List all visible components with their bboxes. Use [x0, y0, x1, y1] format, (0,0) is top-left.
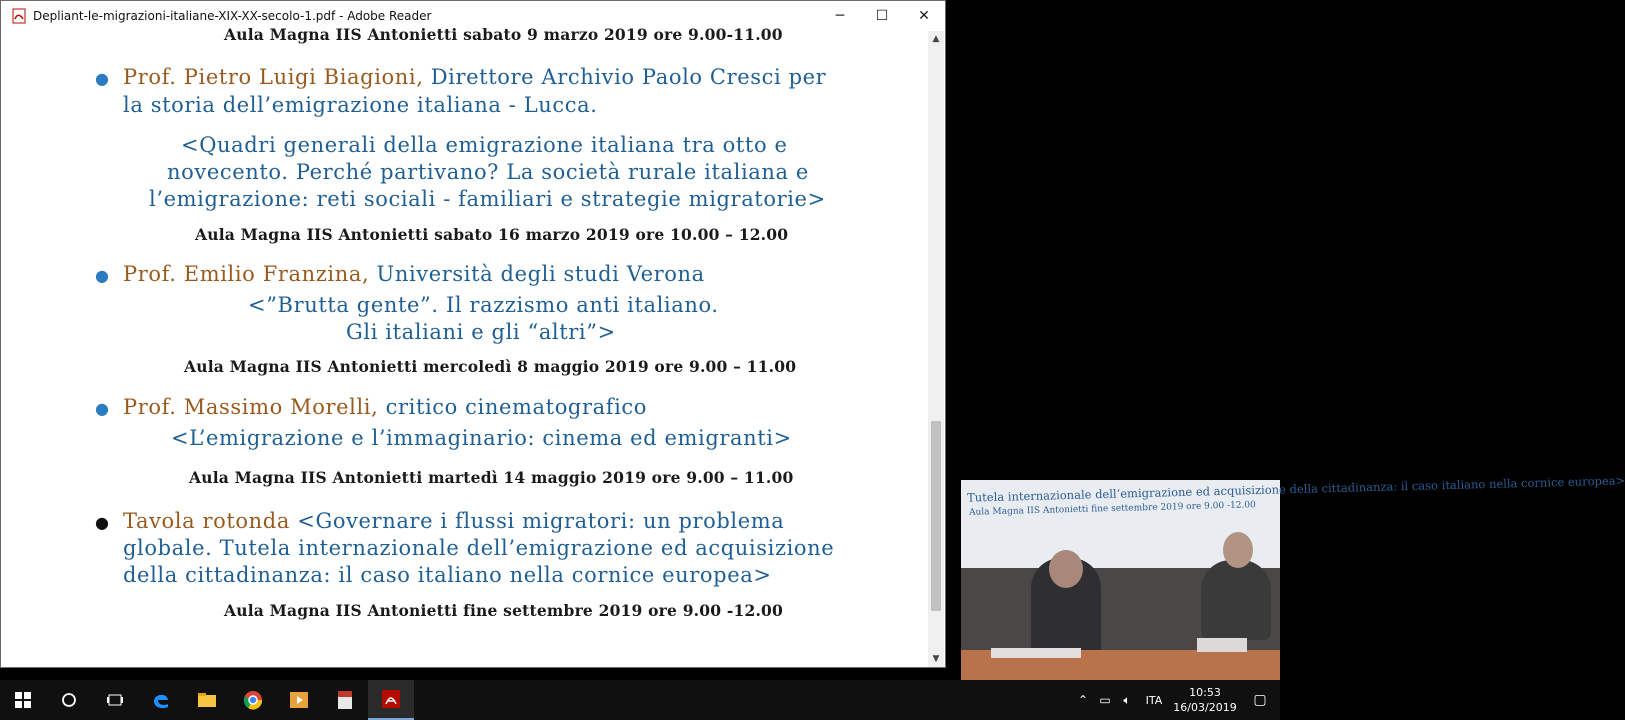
talk-title: Gli italiani e gli “altri”>	[346, 320, 616, 344]
windows-start-icon[interactable]	[0, 680, 46, 720]
notification-icon[interactable]: ▢	[1253, 692, 1267, 708]
clock-date: 16/03/2019	[1173, 701, 1237, 714]
talk-title: novecento. Perché partivano? La società rurale italiana e	[167, 160, 809, 184]
venue-line: Aula Magna IIS Antonietti sabato 9 marzo 2019 ore 9.00-11.00	[224, 25, 783, 44]
speaker-affiliation: Università degli studi Verona	[369, 262, 705, 286]
talk-title: <Governare i flussi migratori: un problema	[289, 509, 785, 533]
cortana-search-icon[interactable]	[46, 680, 92, 720]
speaker-name: Tavola rotonda	[123, 509, 290, 533]
language-indicator[interactable]: ITA	[1145, 693, 1163, 707]
talk-title: della cittadinanza: il caso italiano nella cornice europea>	[123, 563, 772, 587]
talk-title: <L’emigrazione e l’immaginario: cinema ed emigranti>	[171, 426, 792, 450]
clock[interactable]	[1170, 685, 1240, 715]
pdf-document-view[interactable]	[5, 25, 927, 667]
close-button[interactable]: ✕	[918, 8, 930, 24]
volume-icon[interactable]: 🔈︎	[1123, 692, 1131, 707]
edge-icon[interactable]	[138, 680, 184, 720]
speaker-affiliation: la storia dell’emigrazione italiana - Lucca.	[123, 93, 598, 117]
speaker-affiliation: Direttore Archivio Paolo Cresci per	[423, 65, 827, 89]
talk-title: globale. Tutela internazionale dell’emigrazione ed acquisizione	[123, 536, 835, 560]
adobe-reader-icon[interactable]	[368, 680, 414, 720]
projected-text: Tutela internazionale dell’emigrazione ed acquisizione della cittadinanza: il caso italiano nella cornice europea>	[966, 473, 1625, 505]
bullet-icon: ●	[95, 69, 109, 88]
moderator-head	[1223, 532, 1253, 568]
venue-line: Aula Magna IIS Antonietti martedì 14 maggio 2019 ore 9.00 – 11.00	[189, 468, 794, 487]
speaker-line	[123, 65, 826, 89]
vertical-scrollbar[interactable]	[928, 31, 944, 667]
bullet-icon: ●	[95, 266, 109, 285]
mouse-cursor-icon	[895, 642, 907, 656]
papers	[991, 648, 1081, 658]
talk-title: <Quadri generali della emigrazione italiana tra otto e	[181, 133, 788, 157]
pdf-file-icon	[11, 8, 27, 24]
bullet-icon: ●	[95, 513, 109, 532]
window-title: Depliant-le-migrazioni-italiane-XIX-XX-secolo-1.pdf - Adobe Reader	[33, 9, 432, 23]
moderator-person	[1201, 560, 1271, 640]
venue-line: Aula Magna IIS Antonietti sabato 16 marzo 2019 ore 10.00 – 12.00	[195, 225, 789, 244]
file-explorer-icon[interactable]	[184, 680, 230, 720]
minimize-button[interactable]: ─	[835, 8, 845, 24]
talk-title: <”Brutta gente”. Il razzismo anti italiano.	[248, 293, 719, 317]
speaker-line	[123, 262, 705, 286]
system-tray	[1072, 680, 1280, 720]
scrollbar-thumb[interactable]	[931, 421, 941, 611]
speaker-head	[1049, 550, 1083, 588]
speaker-line	[123, 395, 647, 419]
scroll-down-icon[interactable]: ▼	[932, 654, 940, 664]
papers	[1197, 638, 1247, 652]
clock-time: 10:53	[1189, 686, 1221, 699]
venue-line: Aula Magna IIS Antonietti mercoledì 8 maggio 2019 ore 9.00 – 11.00	[184, 357, 797, 376]
task-view-icon[interactable]	[92, 680, 138, 720]
taskbar	[0, 680, 1280, 720]
media-player-icon[interactable]	[276, 680, 322, 720]
speaker-line	[123, 509, 784, 533]
bullet-icon: ●	[95, 399, 109, 418]
speaker-name: Prof. Massimo Morelli,	[123, 395, 379, 419]
speaker-name: Prof. Pietro Luigi Biagioni,	[123, 65, 424, 89]
network-icon[interactable]: ▭	[1099, 693, 1111, 707]
chrome-icon[interactable]	[230, 680, 276, 720]
pdf-app-icon[interactable]	[322, 680, 368, 720]
speaker-name: Prof. Emilio Franzina,	[123, 262, 370, 286]
speaker-affiliation: critico cinematografico	[378, 395, 648, 419]
talk-title: l’emigrazione: reti sociali - familiari e strategie migratorie>	[149, 187, 826, 211]
projected-text: Aula Magna IIS Antonietti fine settembre 2019 ore 9.00 -12.00	[968, 500, 1256, 518]
chevron-up-icon[interactable]: ⌃	[1077, 693, 1089, 707]
scroll-up-icon[interactable]: ▲	[932, 34, 940, 44]
maximize-button[interactable]: ☐	[875, 8, 889, 24]
venue-line: Aula Magna IIS Antonietti fine settembre 2019 ore 9.00 -12.00	[224, 601, 784, 620]
